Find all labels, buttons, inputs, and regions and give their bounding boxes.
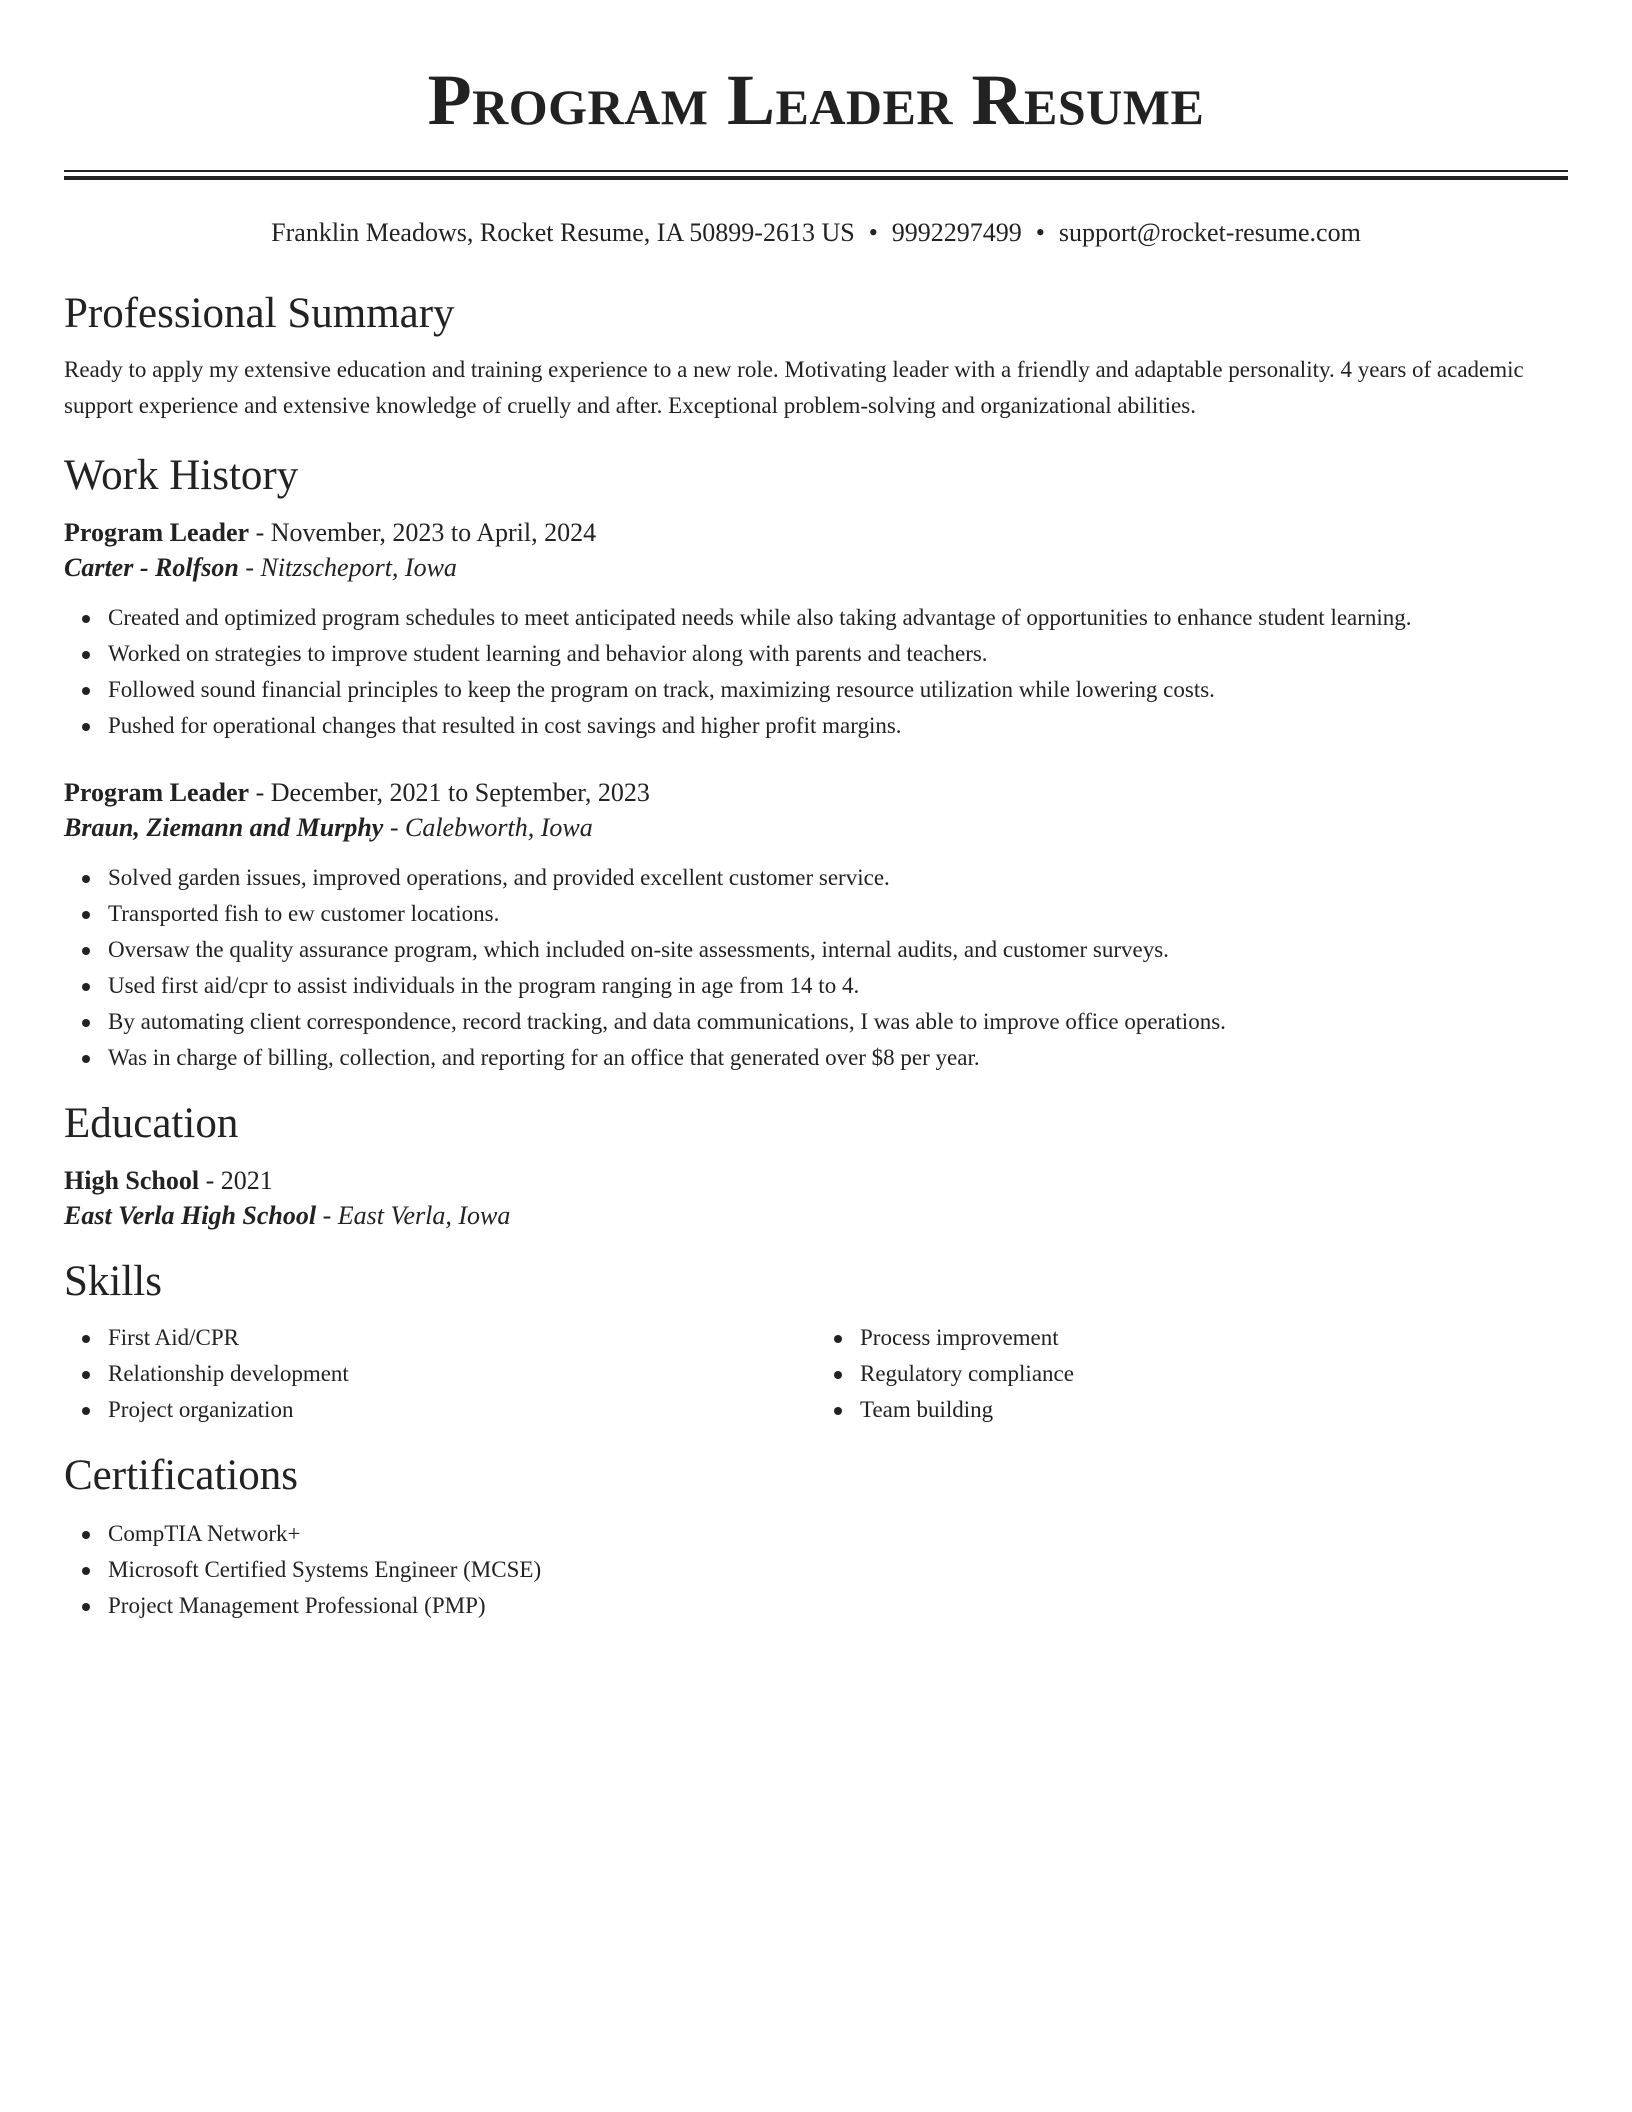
- job-bullet-list: [64, 860, 1568, 1076]
- list-item: Microsoft Certified Systems Engineer (MCSE): [108, 1552, 1568, 1588]
- list-item: Followed sound financial principles to keep the program on track, maximizing resource utilization while lowering costs.: [108, 672, 1568, 708]
- list-item: Relationship development: [108, 1356, 816, 1392]
- education-school: East Verla High School: [64, 1201, 317, 1230]
- certifications-list: [64, 1516, 1568, 1624]
- contact-separator: •: [868, 218, 878, 247]
- list-item: Process improvement: [860, 1320, 1568, 1356]
- job-role: Program Leader: [64, 778, 250, 807]
- job-dates: - December, 2021 to September, 2023: [249, 778, 650, 807]
- contact-email: support@rocket-resume.com: [1058, 218, 1361, 247]
- summary-text: Ready to apply my extensive education and training experience to a new role. Motivating leader with a friendly and adaptable personality. 4 years of academic support experience and extensive knowledge of cruelly and after. Exceptional problem-solving and organizational abilities.: [64, 357, 1524, 418]
- list-item: Oversaw the quality assurance program, which included on-site assessments, internal audits, and customer surveys.: [108, 932, 1568, 968]
- resume-title: Program Leader Resume: [427, 60, 1205, 140]
- job-entry: [64, 516, 1568, 744]
- summary-heading: Professional Summary: [64, 290, 455, 337]
- education-entry: [64, 1164, 1568, 1234]
- list-item: Regulatory compliance: [860, 1356, 1568, 1392]
- job-entry: [64, 776, 1568, 1076]
- list-item: By automating client correspondence, record tracking, and data communications, I was able to improve office operations.: [108, 1004, 1568, 1040]
- list-item: Created and optimized program schedules to meet anticipated needs while also taking advantage of opportunities to enhance student learning.: [108, 600, 1568, 636]
- education-location: - East Verla, Iowa: [316, 1201, 511, 1230]
- list-item: Pushed for operational changes that resulted in cost savings and higher profit margins.: [108, 708, 1568, 744]
- list-item: Worked on strategies to improve student learning and behavior along with parents and teachers.: [108, 636, 1568, 672]
- job-title-line: [64, 516, 1568, 550]
- certifications-heading: Certifications: [64, 1452, 299, 1499]
- list-item: First Aid/CPR: [108, 1320, 816, 1356]
- job-dates: - November, 2023 to April, 2024: [249, 518, 597, 547]
- contact-line: [64, 216, 1568, 250]
- list-item: Transported fish to ew customer locations.: [108, 896, 1568, 932]
- list-item: Used first aid/cpr to assist individuals in the program ranging in age from 14 to 4.: [108, 968, 1568, 1004]
- job-company-line: [64, 810, 1568, 846]
- education-year: - 2021: [199, 1166, 273, 1195]
- list-item: Team building: [860, 1392, 1568, 1428]
- education-degree-line: [64, 1164, 1568, 1198]
- list-item: Project Management Professional (PMP): [108, 1588, 1568, 1624]
- job-location: - Calebworth, Iowa: [383, 813, 593, 842]
- education-degree: High School: [64, 1166, 200, 1195]
- job-title-line: [64, 776, 1568, 810]
- education-heading: Education: [64, 1100, 239, 1147]
- skills-list-left: [64, 1320, 816, 1428]
- education-school-line: [64, 1198, 1568, 1234]
- work-history-heading: Work History: [64, 452, 299, 499]
- list-item: CompTIA Network+: [108, 1516, 1568, 1552]
- list-item: Was in charge of billing, collection, and reporting for an office that generated over $8 per year.: [108, 1040, 1568, 1076]
- list-item: Project organization: [108, 1392, 816, 1428]
- skills-list-right: [816, 1320, 1568, 1428]
- job-location: - Nitzscheport, Iowa: [238, 553, 457, 582]
- list-item: Solved garden issues, improved operations, and provided excellent customer service.: [108, 860, 1568, 896]
- contact-phone: 9992297499: [891, 218, 1022, 247]
- title-divider: [64, 170, 1568, 180]
- contact-address: Franklin Meadows, Rocket Resume, IA 50899-2613 US: [271, 218, 855, 247]
- contact-separator: •: [1035, 218, 1045, 247]
- job-company: Carter - Rolfson: [64, 553, 239, 582]
- skills-columns: [64, 1320, 1568, 1428]
- job-bullet-list: [64, 600, 1568, 744]
- job-company: Braun, Ziemann and Murphy: [64, 813, 384, 842]
- job-role: Program Leader: [64, 518, 250, 547]
- skills-heading: Skills: [64, 1258, 162, 1305]
- job-company-line: [64, 550, 1568, 586]
